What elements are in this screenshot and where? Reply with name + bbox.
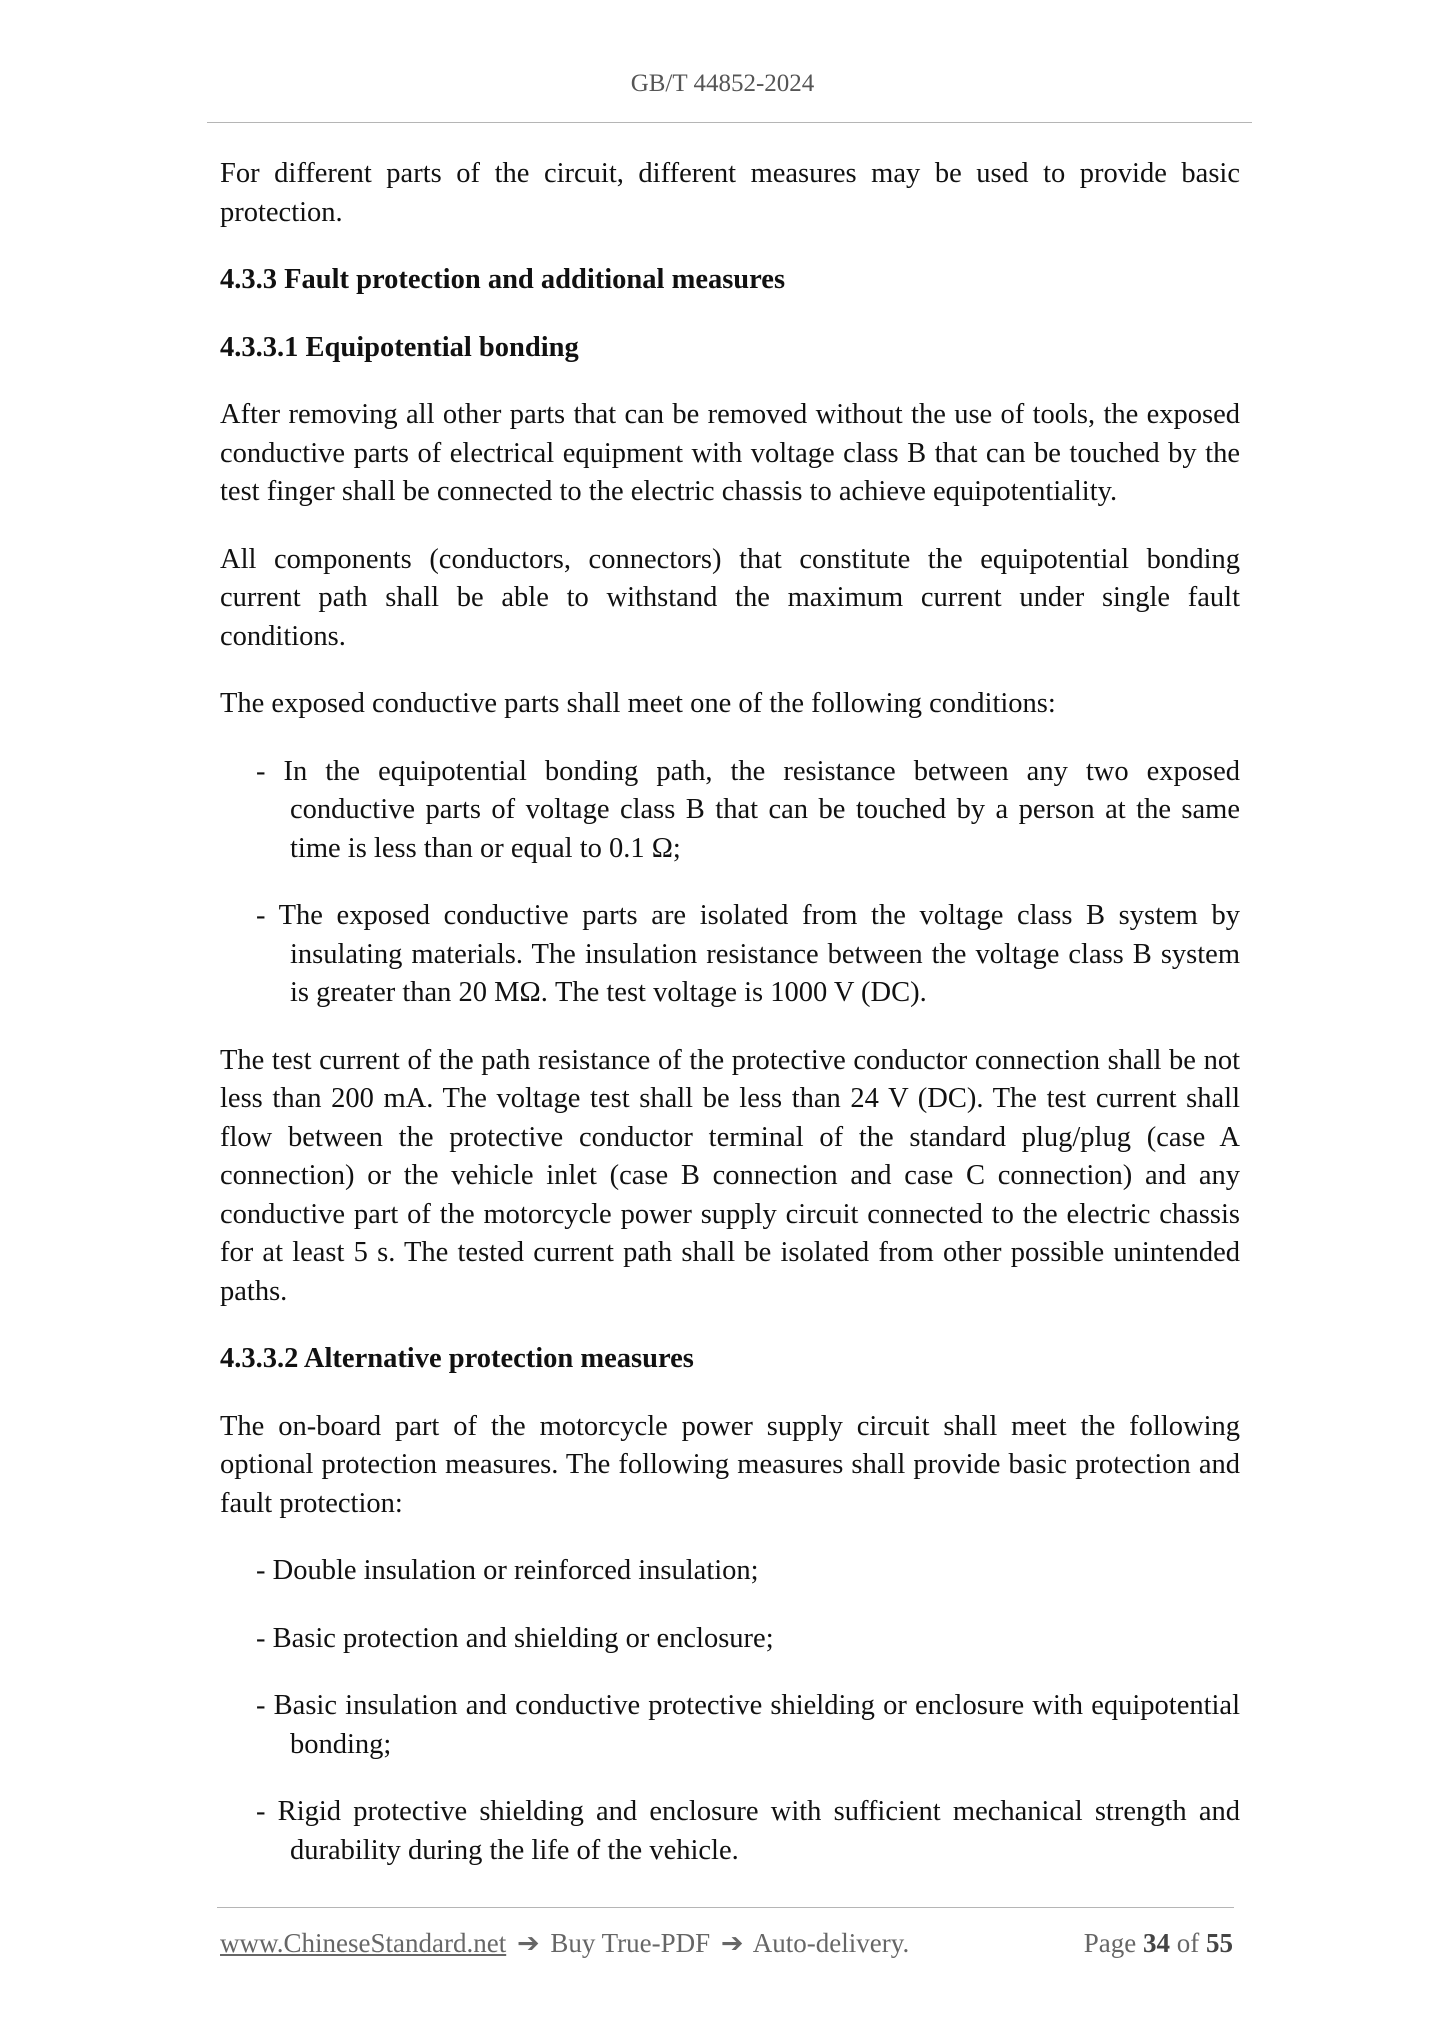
section-heading-4-3-3-1: 4.3.3.1 Equipotential bonding (220, 331, 579, 363)
list-item: - Basic insulation and conductive protective shielding or enclosure with equipotential bonding; (256, 1690, 1240, 1760)
paragraph: For different parts of the circuit, different measures may be used to provide basic protection. (220, 158, 1240, 228)
footer-divider (217, 1907, 1234, 1908)
list-item: - In the equipotential bonding path, the resistance between any two exposed conductive parts of voltage class B that can be touched by a person at the same time is less than or equal to 0.1 Ω; (256, 755, 1240, 864)
page-indicator (1084, 1928, 1233, 1959)
website-link[interactable]: www.ChineseStandard.net (220, 1928, 507, 1958)
page-footer (220, 1928, 1233, 1959)
list-item: - Basic protection and shielding or enclosure; (256, 1622, 774, 1654)
list-item: - The exposed conductive parts are isolated from the voltage class B system by insulating materials. The insulation resistance between the voltage class B system is greater than 20 MΩ. The test voltage is 1000 V (DC). (256, 900, 1240, 1008)
paragraph: The test current of the path resistance of the protective conductor connection shall be not less than 200 mA. The voltage test shall be less than 24 V (DC). The test current shall flow between the protective conductor terminal of the standard plug/plug (case A connection) or the vehicle inlet (case B connection and case C connection) and any conductive part of the motorcycle power supply circuit connected to the electric chassis for at least 5 s. The tested current path shall be isolated from other possible unintended paths. (220, 1044, 1240, 1307)
paragraph: The exposed conductive parts shall meet one of the following conditions: (220, 688, 1056, 719)
paragraph: All components (conductors, connectors) that constitute the equipotential bonding current path shall be able to withstand the maximum current under single fault conditions. (220, 543, 1240, 652)
page-number: 34 (1143, 1928, 1170, 1958)
paragraph: The on-board part of the motorcycle power supply circuit shall meet the following optional protection measures. The following measures shall provide basic protection and fault protection: (220, 1410, 1240, 1519)
buy-text: Buy True-PDF (550, 1928, 711, 1958)
page-total: 55 (1206, 1928, 1233, 1958)
delivery-text: Auto-delivery. (752, 1928, 910, 1958)
arrow-right-icon: ➔ (516, 1928, 540, 1958)
paragraph: After removing all other parts that can be removed without the use of tools, the exposed conductive parts of electrical equipment with voltage class B that can be touched by the test finger shall be connected to the electric chassis to achieve equipotentiality. (220, 399, 1240, 507)
section-heading-4-3-3-2: 4.3.3.2 Alternative protection measures (220, 1343, 694, 1374)
header-divider (207, 122, 1252, 123)
list-item: - Double insulation or reinforced insulation; (256, 1555, 759, 1586)
arrow-right-icon: ➔ (720, 1928, 744, 1958)
footer-left (220, 1928, 909, 1959)
document-body (220, 155, 1240, 1899)
section-heading-4-3-3: 4.3.3 Fault protection and additional measures (220, 264, 786, 295)
list-item: - Rigid protective shielding and enclosure with sufficient mechanical strength and durability during the life of the vehicle. (256, 1796, 1240, 1866)
page-word: Page (1083, 1928, 1137, 1958)
of-word: of (1176, 1928, 1200, 1958)
page-header-title: GB/T 44852-2024 (630, 70, 815, 97)
